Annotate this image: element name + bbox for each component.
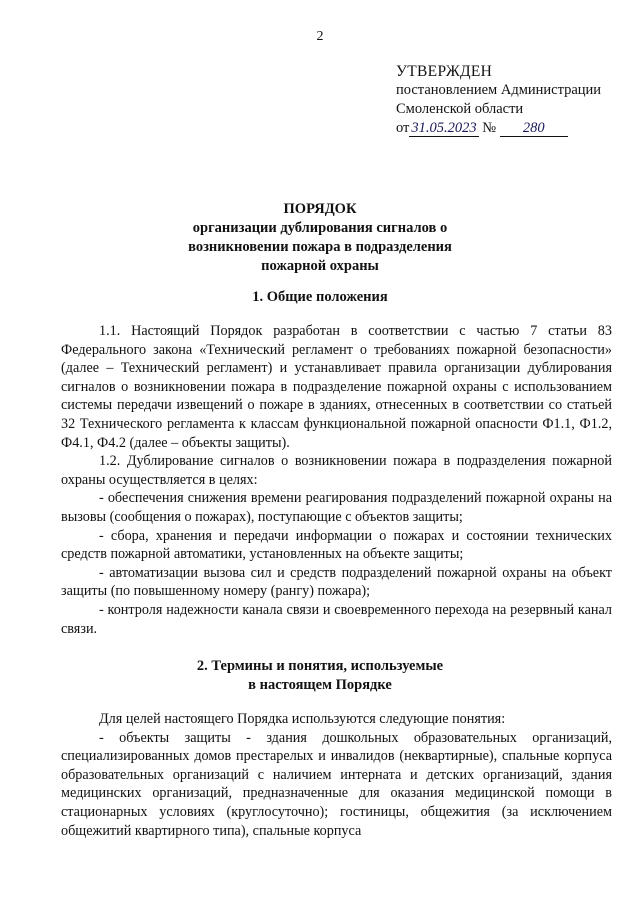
approval-line-2: Смоленской области (396, 101, 524, 117)
approval-line-1: постановлением Администрации (396, 82, 602, 98)
section-2-heading (0, 657, 640, 695)
date-prefix: от (396, 120, 410, 136)
title-line-2: организации дублирования сигналов о (192, 220, 448, 236)
title-line-3: возникновении пожара в подразделения (188, 239, 452, 255)
handwritten-number: 280 (500, 121, 568, 137)
section-2-heading-line-2: в настоящем Порядке (248, 677, 392, 693)
paragraph-1-2: 1.2. Дублирование сигналов о возникновении пожара в подразделения пожарной охраны осуществляется в целях: (61, 453, 612, 488)
section-1-body (61, 322, 612, 638)
section-1-heading: 1. Общие положения (252, 289, 388, 305)
number-prefix: № (482, 120, 497, 136)
paragraph-1-1: 1.1. Настоящий Порядок разработан в соответствии с частью 7 статьи 83 Федерального закона «Технический регламент о требованиях пожарной безопасности» (далее – Технический регламент) и устанавливает правила организации дублирования сигналов о возникновении пожара в подразделение пожарной охраны с использованием системы передачи извещений о пожаре в зданиях, отнесенных в соответствии со статьей 32 Технического регламента к классам функциональной пожарной опасности Ф1.1, Ф1.2, Ф4.1, Ф4.2 (далее – объекты защиты). (61, 323, 612, 451)
section-2-heading-line-1: 2. Термины и понятия, используемые (196, 658, 444, 674)
handwritten-date: 31.05.2023 (411, 120, 477, 136)
paragraph-2-intro: Для целей настоящего Порядка используются следующие понятия: (99, 711, 506, 727)
section-2-body (61, 710, 612, 840)
approval-block (396, 62, 636, 138)
list-item: - контроля надежности канала связи и своевременного перехода на резервный канал связи. (61, 601, 612, 637)
list-item: - объекты защиты - здания дошкольных образовательных организаций, специализированных домов престарелых и инвалидов (неквартирные), спальные корпуса образовательных организаций с наличием интерната и детских организаций, здания медицинских организаций, предназначенные для оказания медицинской помощи в стационарных условиях (круглосуточно); гостиницы, общежития (за исключением общежитий квартирного типа), спальные корпуса (61, 729, 612, 839)
approval-date-line (396, 119, 636, 138)
title-line-4: пожарной охраны (261, 258, 379, 274)
page-number: 2 (316, 29, 324, 44)
document-title (0, 200, 640, 276)
list-item: - автоматизации вызова сил и средств подразделений пожарной охраны на объект защиты (по повышенному номеру (рангу) пожара); (61, 564, 612, 600)
approval-title: УТВЕРЖДЕН (396, 63, 493, 80)
list-item: - сбора, хранения и передачи информации о пожарах и состоянии технических средств пожарной автоматики, установленных на объекте защиты; (61, 527, 612, 563)
list-item: - обеспечения снижения времени реагирования подразделений пожарной охраны на вызовы (сообщения о пожарах), поступающие с объектов защиты; (61, 490, 612, 525)
title-line-1: ПОРЯДОК (283, 201, 357, 217)
